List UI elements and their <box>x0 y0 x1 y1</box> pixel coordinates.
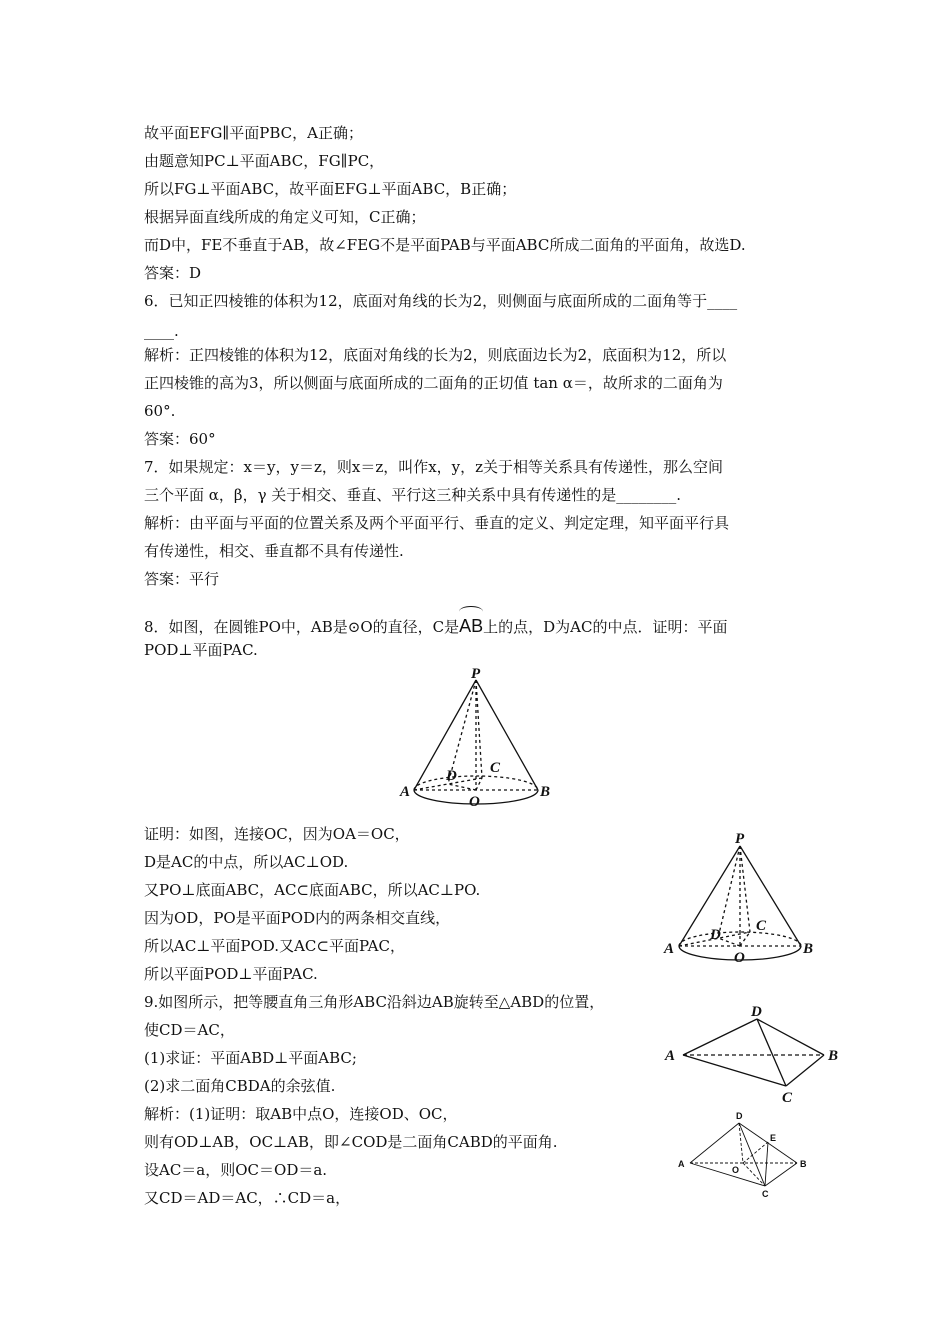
text-line: 三个平面 α，β，γ 关于相交、垂直、平行这三种关系中具有传递性的是________. <box>144 486 682 504</box>
text-line: 所以平面POD⊥平面PAC. <box>144 965 318 983</box>
text-line: POD⊥平面PAC. <box>144 641 258 659</box>
label-o: O <box>732 1165 740 1175</box>
text-line: 答案：平行 <box>144 570 220 588</box>
label-a: A <box>664 941 675 957</box>
text-line: 则有OD⊥AB，OC⊥AB，即∠COD是二面角CABD的平面角. <box>144 1133 558 1151</box>
label-d: D <box>446 768 457 784</box>
label-e: E <box>770 1133 777 1143</box>
text-line: ____. <box>144 322 179 340</box>
label-p: P <box>471 666 481 682</box>
text-line: 故平面EFG∥平面PBC，A正确； <box>144 124 363 142</box>
text-line: (1)求证：平面ABD⊥平面ABC; <box>144 1049 357 1067</box>
q8-text-pre: 8．如图，在圆锥PO中，AB是⊙O的直径，C是 <box>144 618 460 636</box>
label-a: A <box>665 1048 676 1064</box>
text-line: 证明：如图，连接OC，因为OA＝OC， <box>144 825 410 843</box>
q8-text-post: 上的点，D为AC的中点．证明：平面 <box>483 618 728 636</box>
text-line: 而D中，FE不垂直于AB，故∠FEG不是平面PAB与平面ABC所成二面角的平面角，故选D. <box>144 236 746 254</box>
label-o: O <box>734 950 745 966</box>
cone-figure <box>398 668 558 813</box>
text-line: 解析：正四棱锥的体积为12，底面对角线的长为2，则底面边长为2，底面积为12，所以 <box>144 346 727 364</box>
label-c: C <box>756 918 767 934</box>
text-line: 正四棱锥的高为3，所以侧面与底面所成的二面角的正切值 tan α＝，故所求的二面角为 <box>144 374 723 392</box>
text-line: 解析：由平面与平面的位置关系及两个平面平行、垂直的定义、判定定理，知平面平行具 <box>144 514 730 532</box>
text-line: D是AC的中点，所以AC⊥OD. <box>144 853 349 871</box>
label-d: D <box>751 1004 762 1020</box>
question-6: 6．已知正四棱锥的体积为12，底面对角线的长为2，则侧面与底面所成的二面角等于____ <box>144 292 738 310</box>
text-line: 所以FG⊥平面ABC，故平面EFG⊥平面ABC，B正确； <box>144 180 517 198</box>
label-b: B <box>828 1048 839 1064</box>
text-line: 设AC＝a，则OC＝OD＝a. <box>144 1161 328 1179</box>
text-line: (2)求二面角CBDA的余弦值. <box>144 1077 336 1095</box>
arc-ab-symbol <box>459 612 483 636</box>
arc-label: AB <box>459 616 484 636</box>
text-line: 根据异面直线所成的角定义可知，C正确； <box>144 208 426 226</box>
label-c: C <box>782 1090 793 1106</box>
text-line: 有传递性，相交、垂直都不具有传递性. <box>144 542 404 560</box>
label-c: C <box>762 1189 769 1199</box>
text-line: 使CD＝AC， <box>144 1021 235 1039</box>
label-b: B <box>540 784 551 800</box>
text-line: 所以AC⊥平面POD.又AC⊂平面PAC， <box>144 937 405 955</box>
text-line: 由题意知PC⊥平面ABC，FG∥PC， <box>144 152 385 170</box>
label-p: P <box>735 831 745 847</box>
question-7: 7．如果规定：x＝y，y＝z，则x＝z，叫作x，y，z关于相等关系具有传递性，那么空间 <box>144 458 724 476</box>
label-d: D <box>736 1111 743 1121</box>
text-line: 又PO⊥底面ABC，AC⊂底面ABC，所以AC⊥PO. <box>144 881 481 899</box>
tetrahedron-figure-small <box>676 1106 811 1201</box>
text-line: 60°. <box>144 402 176 420</box>
cone-figure-right <box>662 826 822 966</box>
label-a: A <box>678 1159 685 1169</box>
text-line: 答案：60° <box>144 430 216 448</box>
label-a: A <box>400 784 411 800</box>
text-line: 又CD＝AD＝AC，∴CD＝a， <box>144 1189 351 1207</box>
question-8 <box>144 612 728 637</box>
label-d: D <box>710 927 721 943</box>
label-o: O <box>469 794 480 810</box>
tetrahedron-figure <box>662 1004 847 1104</box>
label-c: C <box>490 760 501 776</box>
text-line: 因为OD，PO是平面POD内的两条相交直线， <box>144 909 451 927</box>
label-b: B <box>800 1159 807 1169</box>
label-b: B <box>803 941 814 957</box>
text-line: 解析：(1)证明：取AB中点O，连接OD、OC， <box>144 1105 458 1123</box>
question-9: 9.如图所示，把等腰直角三角形ABC沿斜边AB旋转至△ABD的位置， <box>144 993 605 1011</box>
text-line: 答案：D <box>144 264 202 282</box>
